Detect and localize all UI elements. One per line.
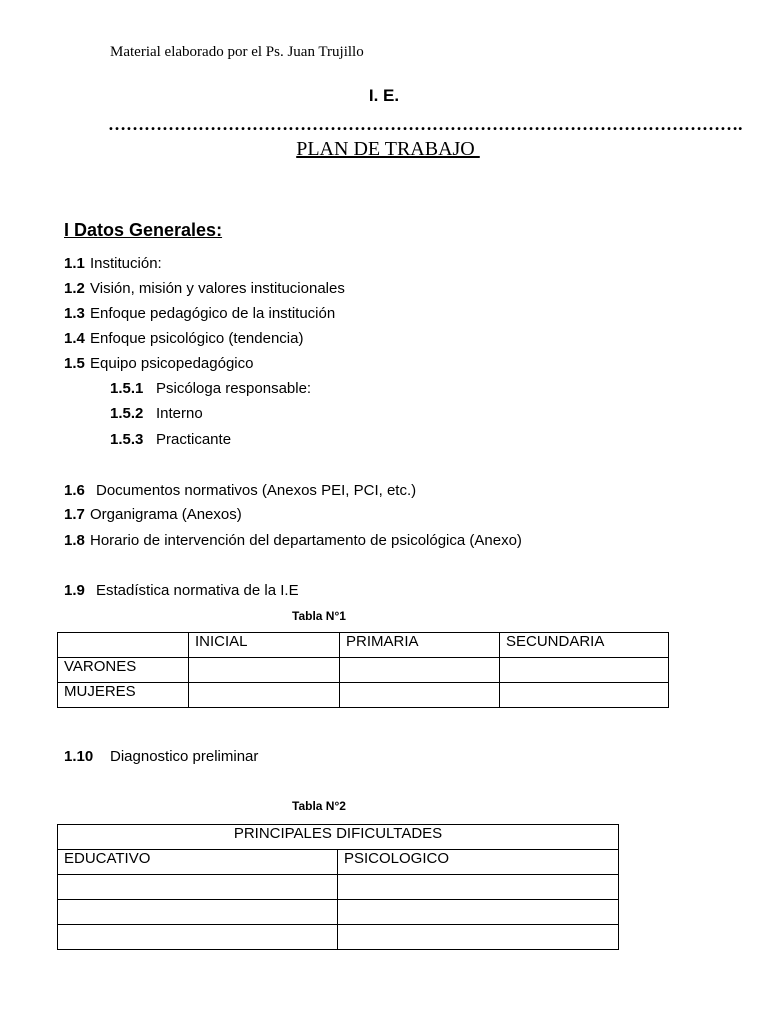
- difficulties-table: [57, 824, 619, 950]
- item-text: Enfoque pedagógico de la institución: [90, 305, 336, 322]
- item-text: Diagnostico preliminar: [110, 748, 259, 765]
- table-row: [58, 875, 619, 900]
- document-title: PLAN DE TRABAJO: [296, 138, 480, 160]
- item-text: Enfoque psicológico (tendencia): [90, 330, 304, 347]
- item-1-2: [0, 280, 768, 298]
- item-text: Estadística normativa de la I.E: [96, 582, 299, 599]
- table-cell: [189, 683, 340, 708]
- item-number: 1.5.1: [110, 380, 144, 397]
- item-1-8: [0, 532, 768, 550]
- item-text: Interno: [156, 405, 203, 422]
- item-number: 1.5.3: [110, 431, 144, 448]
- item-1-5-3: [0, 431, 768, 449]
- institution-blank-line: …………………………………………………………………………………………….: [108, 114, 743, 134]
- table-row-label: VARONES: [58, 658, 189, 683]
- table-cell: [340, 683, 500, 708]
- item-number: 1.3: [64, 305, 85, 322]
- table-caption: Tabla N°1: [292, 609, 346, 623]
- table-title-cell: PRINCIPALES DIFICULTADES: [58, 825, 619, 850]
- table-cell: [340, 658, 500, 683]
- item-1-6: [0, 482, 768, 500]
- section-heading: I Datos Generales:: [64, 220, 223, 240]
- item-1-10: [0, 748, 768, 766]
- table-row: [58, 658, 669, 683]
- item-number: 1.5.2: [110, 405, 144, 422]
- item-1-4: [0, 330, 768, 348]
- table-header-cell: EDUCATIVO: [58, 850, 338, 875]
- item-number: 1.9: [64, 582, 85, 599]
- table-cell: [500, 658, 669, 683]
- item-number: 1.5: [64, 355, 85, 372]
- item-1-1: [0, 255, 768, 273]
- item-1-5-2: [0, 405, 768, 423]
- table-row: [58, 683, 669, 708]
- table-cell: [500, 683, 669, 708]
- table-header-cell: SECUNDARIA: [500, 633, 669, 658]
- table-row-label: MUJERES: [58, 683, 189, 708]
- item-text: Practicante: [156, 431, 232, 448]
- enrollment-table: [57, 632, 669, 708]
- table-cell: [189, 658, 340, 683]
- item-1-5: [0, 355, 768, 373]
- table-cell: [338, 900, 619, 925]
- table-header-cell: [58, 633, 189, 658]
- item-text: Psicóloga responsable:: [156, 380, 312, 397]
- item-number: 1.8: [64, 532, 85, 549]
- item-1-9: [0, 582, 768, 600]
- table-caption: Tabla N°2: [292, 799, 346, 813]
- table-cell: [58, 875, 338, 900]
- table-cell: [58, 925, 338, 950]
- item-number: 1.1: [64, 255, 85, 272]
- item-text: Documentos normativos (Anexos PEI, PCI, etc.): [96, 482, 417, 499]
- item-number: 1.7: [64, 506, 85, 523]
- item-text: Horario de intervención del departamento de psicológica (Anexo): [90, 532, 522, 549]
- item-text: Equipo psicopedagógico: [90, 355, 254, 372]
- item-text: Visión, misión y valores institucionales: [90, 280, 345, 297]
- institution-label: I. E.: [368, 86, 400, 105]
- table-cell: [58, 900, 338, 925]
- table-header-cell: INICIAL: [189, 633, 340, 658]
- item-text: Institución:: [90, 255, 162, 272]
- table-title-row: [58, 825, 619, 850]
- item-1-7: [0, 506, 768, 524]
- table-row: [58, 900, 619, 925]
- item-text: Organigrama (Anexos): [90, 506, 242, 523]
- table-header-row: [58, 633, 669, 658]
- table-row: [58, 925, 619, 950]
- item-number: 1.4: [64, 330, 85, 347]
- item-number: 1.6: [64, 482, 85, 499]
- table-cell: [338, 925, 619, 950]
- item-number: 1.10: [64, 748, 94, 765]
- table-header-row: [58, 850, 619, 875]
- table-cell: [338, 875, 619, 900]
- item-1-3: [0, 305, 768, 323]
- table-header-cell: PRIMARIA: [340, 633, 500, 658]
- item-1-5-1: [0, 380, 768, 398]
- item-number: 1.2: [64, 280, 85, 297]
- table-header-cell: PSICOLOGICO: [338, 850, 619, 875]
- author-note: Material elaborado por el Ps. Juan Trujillo: [110, 44, 364, 60]
